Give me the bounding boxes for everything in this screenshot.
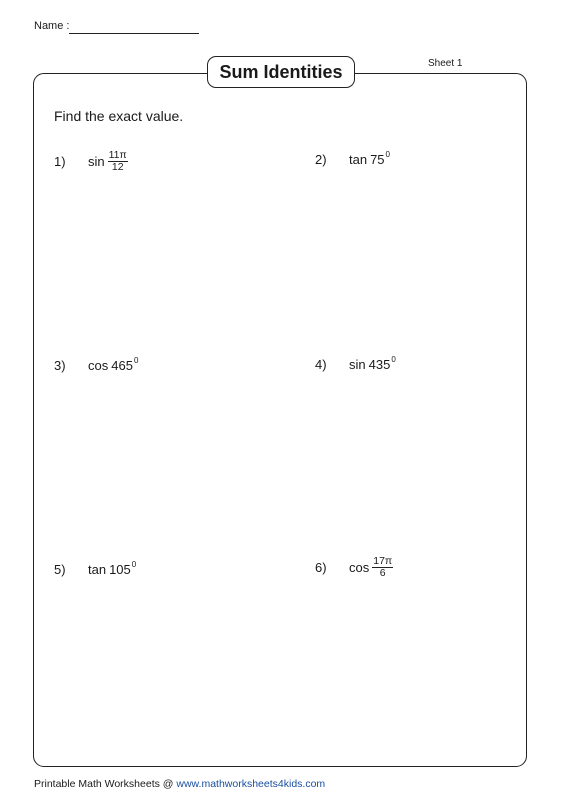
problem-function: tan xyxy=(349,152,368,167)
footer xyxy=(34,778,325,790)
problem-number: 3) xyxy=(54,358,66,373)
fraction xyxy=(108,150,128,173)
problem-5 xyxy=(54,562,136,577)
instructions: Find the exact value. xyxy=(54,108,184,124)
fraction-denominator: 6 xyxy=(379,567,386,580)
problem-2 xyxy=(315,152,390,167)
problem-function: sin xyxy=(349,357,366,372)
problem-number: 1) xyxy=(54,154,66,170)
title-text: Sum Identities xyxy=(219,61,343,82)
degree-mark: 0 xyxy=(385,150,390,159)
problem-value: 105 xyxy=(109,562,131,577)
problem-number: 5) xyxy=(54,562,66,577)
problem-value: 465 xyxy=(111,358,133,373)
problem-number: 4) xyxy=(315,357,327,372)
name-label: Name : xyxy=(34,20,70,32)
problem-4 xyxy=(315,357,396,372)
problem-function: sin xyxy=(88,154,105,170)
problem-function: cos xyxy=(349,560,370,576)
problem-1 xyxy=(54,150,128,173)
problem-value: 75 xyxy=(370,152,385,167)
problem-3 xyxy=(54,358,138,373)
degree-mark: 0 xyxy=(131,560,137,569)
fraction xyxy=(372,556,393,579)
problem-number: 6) xyxy=(315,560,327,576)
fraction-numerator: 17π xyxy=(373,555,393,567)
sheet-label: Sheet 1 xyxy=(428,58,463,69)
name-line xyxy=(69,33,199,34)
problem-function: tan xyxy=(88,562,107,577)
page-title xyxy=(207,56,355,88)
footer-text: Printable Math Worksheets @ xyxy=(34,778,177,790)
problem-value: 435 xyxy=(368,357,391,372)
problem-function: cos xyxy=(88,358,109,373)
fraction-numerator: 11π xyxy=(108,149,127,161)
problem-6 xyxy=(315,556,393,579)
fraction-denominator: 12 xyxy=(111,161,124,174)
footer-link[interactable]: www.mathworksheets4kids.com xyxy=(176,778,326,790)
problem-number: 2) xyxy=(315,152,327,167)
worksheet-frame xyxy=(33,73,527,767)
degree-mark: 0 xyxy=(133,356,139,365)
degree-mark: 0 xyxy=(391,355,396,364)
